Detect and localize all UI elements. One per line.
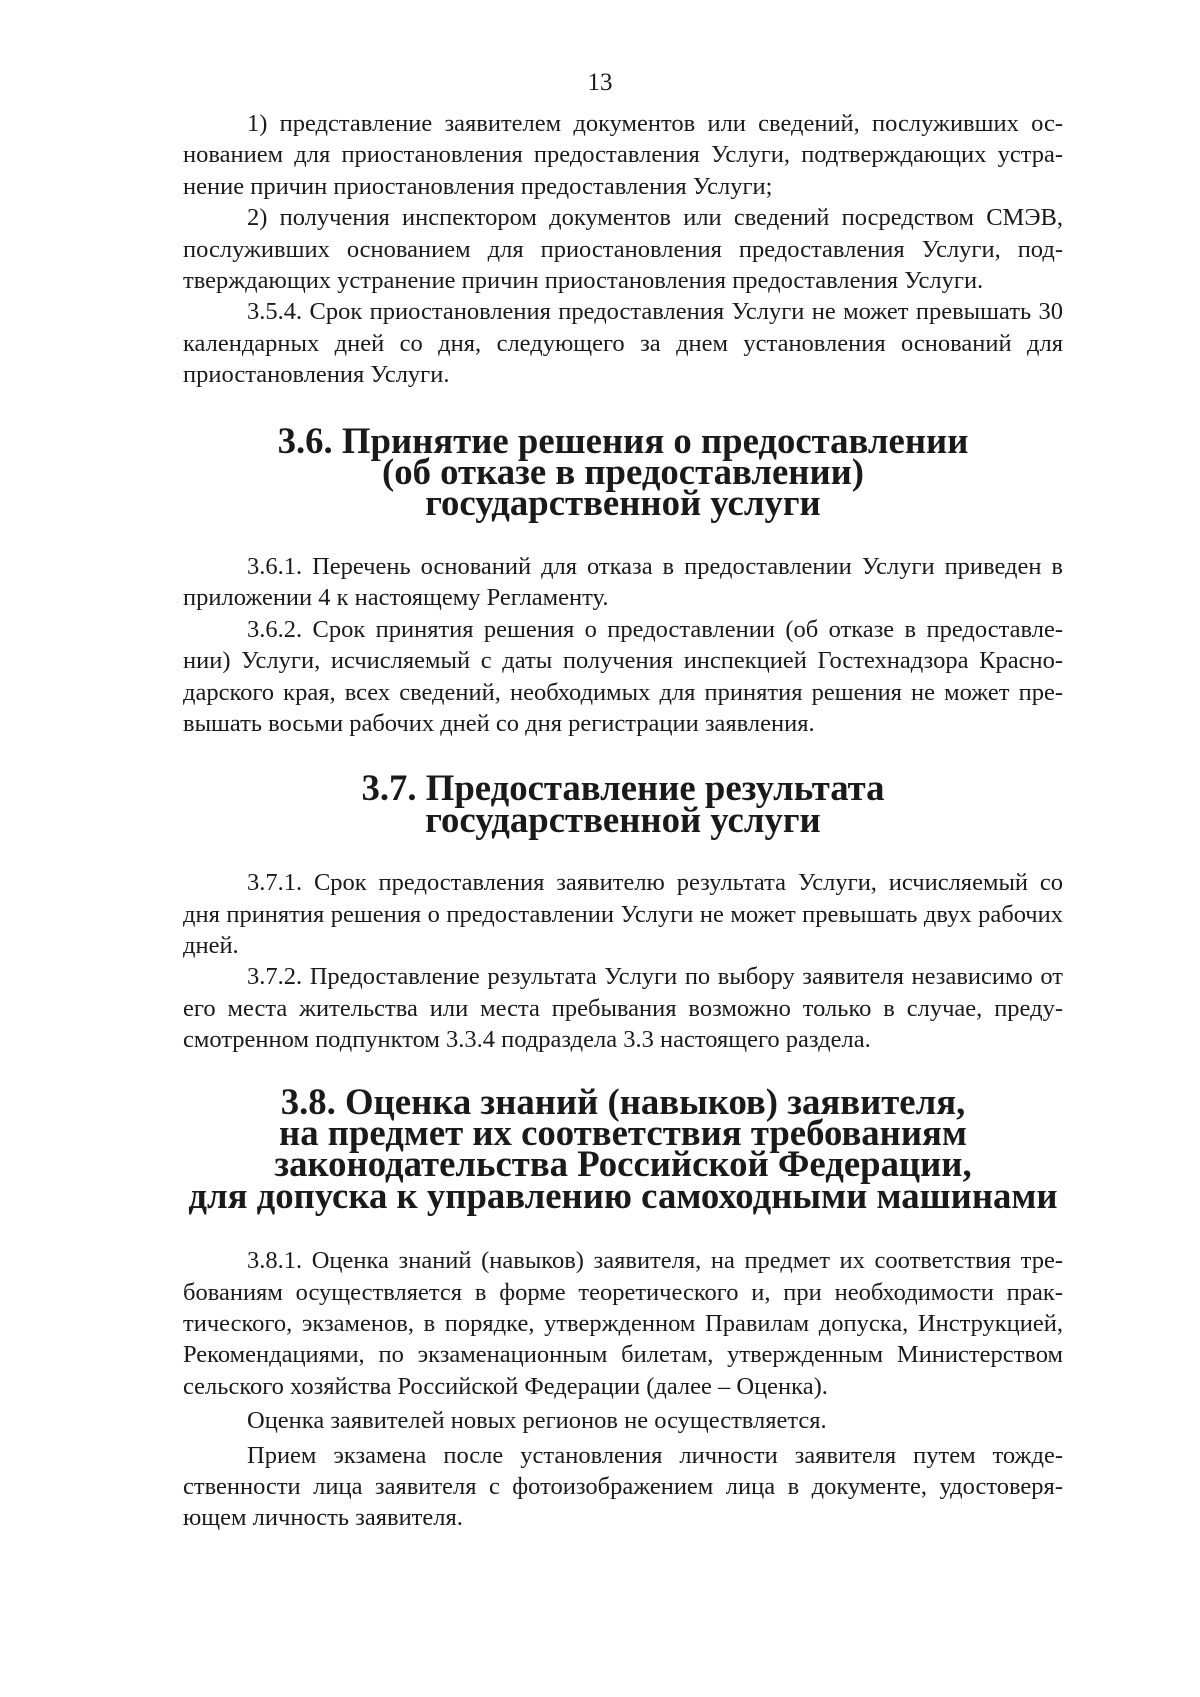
section-3-8-heading-line-2: на предмет их соответствия требованиям (279, 1111, 967, 1153)
section-3-6-heading-line-1: 3.6. Принятие решения о предоставлении (277, 419, 969, 461)
paragraph-3-5-4: 3.5.4. Срок приостановления предоставления Услуги не может превышать 30 календарных дней со дня, следующего за днем установления оснований для приостановления Услуги. (183, 298, 1063, 389)
page-number: 13 (587, 69, 613, 96)
paragraph-3-8-1: 3.8.1. Оценка знаний (навыков) заявителя, на предмет их соответствия требованиям осуществляется в форме теоретического и, при необходимости практического, экзаменов, в порядке, утвержденном Правилам допуска, Инструкцией, Рекомендациями, по экзаменационным билетам, утвержденным Министерством сельского хозяйства Российской Федерации (далее – Оценка). (183, 1247, 1063, 1400)
section-3-8-heading-line-1: 3.8. Оценка знаний (навыков) заявителя, (280, 1080, 966, 1122)
paragraph-item-2: 2) получения инспектором документов или сведений посредством СМЭВ, послуживших основанием для приостановления предоставления Услуги, подтверждающих устранение причин приостановления предоставления Услуги. (183, 204, 1063, 295)
paragraph-3-6-2: 3.6.2. Срок принятия решения о предоставлении (об отказе в предоставлении) Услуги, исчисляемый с даты получения инспекцией Гостехнадзора Краснодарского края, всех сведений, необходимых для принятия решения не может превышать восьми рабочих дней со дня регистрации заявления. (183, 615, 1063, 737)
section-3-8-heading-line-3: законодательства Российской Федерации, (274, 1143, 972, 1185)
paragraph-new-regions: Оценка заявителей новых регионов не осуществляется. (247, 1407, 827, 1435)
section-3-7-heading-line-1: 3.7. Предоставление результата (361, 767, 885, 809)
section-3-6-heading-line-3: государственной услуги (425, 482, 821, 524)
section-3-6-heading (183, 419, 1063, 524)
paragraph-exam-identity: Прием экзамена после установления личности заявителя путем тождественности лица заявителя с фотоизображением лица в документе, удостоверяющем личность заявителя. (183, 1441, 1063, 1532)
page-content (183, 108, 1063, 1534)
paragraph-3-7-2: 3.7.2. Предоставление результата Услуги по выбору заявителя независимо от его места жительства или места пребывания возможно только в случае, предусмотренном подпунктом 3.3.4 подраздела 3.3 настоящего раздела. (183, 963, 1063, 1054)
section-3-8-heading (183, 1080, 1063, 1216)
paragraph-3-6-1: 3.6.1. Перечень оснований для отказа в предоставлении Услуги приведен в приложении 4 к настоящему Регламенту. (183, 552, 1063, 612)
section-3-6-heading-line-2: (об отказе в предоставлении) (381, 451, 865, 493)
section-3-8-heading-line-4: для допуска к управлению самоходными машинами (188, 1174, 1058, 1216)
paragraph-3-7-1: 3.7.1. Срок предоставления заявителю результата Услуги, исчисляемый со дня принятия решения о предоставлении Услуги не может превышать двух рабочих дней. (183, 869, 1063, 959)
section-3-7-heading (183, 767, 1063, 840)
section-3-7-heading-line-2: государственной услуги (425, 798, 821, 840)
paragraph-item-1: 1) представление заявителем документов или сведений, послуживших основанием для приостановления предоставления Услуги, подтверждающих устранение причин приостановления предоставления Услуги; (183, 110, 1063, 200)
